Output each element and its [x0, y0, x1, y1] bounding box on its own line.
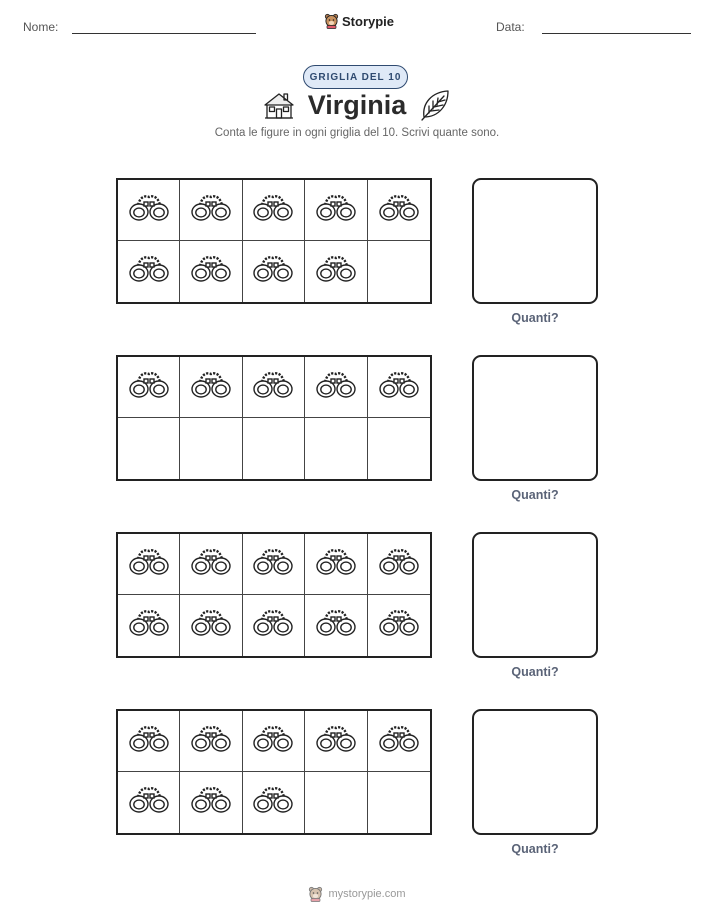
ten-frame — [116, 355, 432, 481]
handcuffs-icon — [189, 370, 233, 405]
handcuffs-icon — [127, 608, 171, 643]
handcuffs-icon — [314, 370, 358, 405]
name-line[interactable] — [72, 33, 256, 34]
handcuffs-icon — [314, 254, 358, 289]
handcuffs-icon — [127, 785, 171, 820]
ten-frame-cell — [243, 711, 305, 772]
handcuffs-icon — [189, 547, 233, 582]
ten-frame-cell — [368, 772, 430, 833]
ten-frame-cell — [180, 711, 242, 772]
handcuffs-icon — [251, 254, 295, 289]
name-label: Nome: — [23, 20, 59, 34]
ten-frame-cell — [368, 357, 430, 418]
handcuffs-icon — [314, 193, 358, 228]
ten-frame-cell — [305, 534, 367, 595]
handcuffs-icon — [189, 254, 233, 289]
handcuffs-icon — [127, 547, 171, 582]
handcuffs-icon — [377, 608, 421, 643]
ten-frame-cell — [118, 418, 180, 479]
ten-frame-cell — [180, 595, 242, 656]
handcuffs-icon — [127, 724, 171, 759]
brand-logo — [324, 13, 394, 29]
handcuffs-icon — [127, 254, 171, 289]
ten-frame-cell — [368, 711, 430, 772]
ten-frame-cell — [118, 595, 180, 656]
ten-frame-cell — [305, 418, 367, 479]
ten-frame-cell — [368, 418, 430, 479]
ten-frame-cell — [305, 772, 367, 833]
answer-label: Quanti? — [511, 842, 559, 856]
handcuffs-icon — [377, 547, 421, 582]
handcuffs-icon — [314, 608, 358, 643]
ten-frame-cell — [305, 595, 367, 656]
answer-box[interactable] — [472, 532, 598, 658]
handcuffs-icon — [377, 370, 421, 405]
handcuffs-icon — [251, 785, 295, 820]
ten-frame-cell — [180, 241, 242, 302]
answer-label: Quanti? — [511, 488, 559, 502]
ten-frame — [116, 709, 432, 835]
worksheet-type-badge: GRIGLIA DEL 10 — [303, 65, 408, 89]
handcuffs-icon — [377, 193, 421, 228]
answer-box[interactable] — [472, 355, 598, 481]
leaf-icon — [420, 89, 450, 121]
handcuffs-icon — [377, 724, 421, 759]
ten-frame-cell — [180, 534, 242, 595]
ten-frame-cell — [368, 595, 430, 656]
title-row — [0, 89, 714, 121]
ten-frame-cell — [180, 357, 242, 418]
handcuffs-icon — [127, 370, 171, 405]
ten-frame-cell — [368, 241, 430, 302]
ten-frame-cell — [305, 241, 367, 302]
ten-frame-cell — [118, 241, 180, 302]
house-icon — [264, 90, 294, 120]
worksheet-title: Virginia — [307, 89, 407, 120]
brand-name: Storypie — [342, 13, 395, 29]
handcuffs-icon — [251, 547, 295, 582]
ten-frame-cell — [243, 534, 305, 595]
answer-label: Quanti? — [511, 665, 559, 679]
handcuffs-icon — [189, 608, 233, 643]
ten-frame-cell — [305, 357, 367, 418]
ten-frame-cell — [118, 357, 180, 418]
handcuffs-icon — [251, 193, 295, 228]
ten-frame-cell — [118, 180, 180, 241]
bear-icon — [308, 886, 323, 902]
ten-frame-cell — [368, 534, 430, 595]
answer-box[interactable] — [472, 178, 598, 304]
ten-frame-cell — [118, 772, 180, 833]
handcuffs-icon — [127, 193, 171, 228]
ten-frame-cell — [243, 772, 305, 833]
date-label: Data: — [496, 20, 525, 34]
ten-frame-cell — [118, 711, 180, 772]
ten-frame-cell — [118, 534, 180, 595]
instructions: Conta le figure in ogni griglia del 10. Scrivi quante sono. — [214, 127, 500, 139]
handcuffs-icon — [189, 785, 233, 820]
ten-frame-cell — [243, 180, 305, 241]
ten-frame-cell — [243, 418, 305, 479]
ten-frame-cell — [243, 241, 305, 302]
answer-box[interactable] — [472, 709, 598, 835]
footer — [0, 886, 714, 902]
handcuffs-icon — [189, 724, 233, 759]
ten-frame-cell — [180, 418, 242, 479]
ten-frame-cell — [305, 180, 367, 241]
ten-frame — [116, 178, 432, 304]
ten-frame-cell — [243, 357, 305, 418]
handcuffs-icon — [314, 547, 358, 582]
ten-frame-cell — [243, 595, 305, 656]
ten-frame-cell — [305, 711, 367, 772]
ten-frame-cell — [180, 180, 242, 241]
ten-frame-cell — [180, 772, 242, 833]
handcuffs-icon — [251, 608, 295, 643]
handcuffs-icon — [251, 724, 295, 759]
handcuffs-icon — [314, 724, 358, 759]
date-line[interactable] — [542, 33, 691, 34]
handcuffs-icon — [189, 193, 233, 228]
ten-frame — [116, 532, 432, 658]
answer-label: Quanti? — [511, 311, 559, 325]
footer-url: mystorypie.com — [328, 888, 406, 900]
handcuffs-icon — [251, 370, 295, 405]
ten-frame-cell — [368, 180, 430, 241]
bear-icon — [324, 13, 339, 29]
